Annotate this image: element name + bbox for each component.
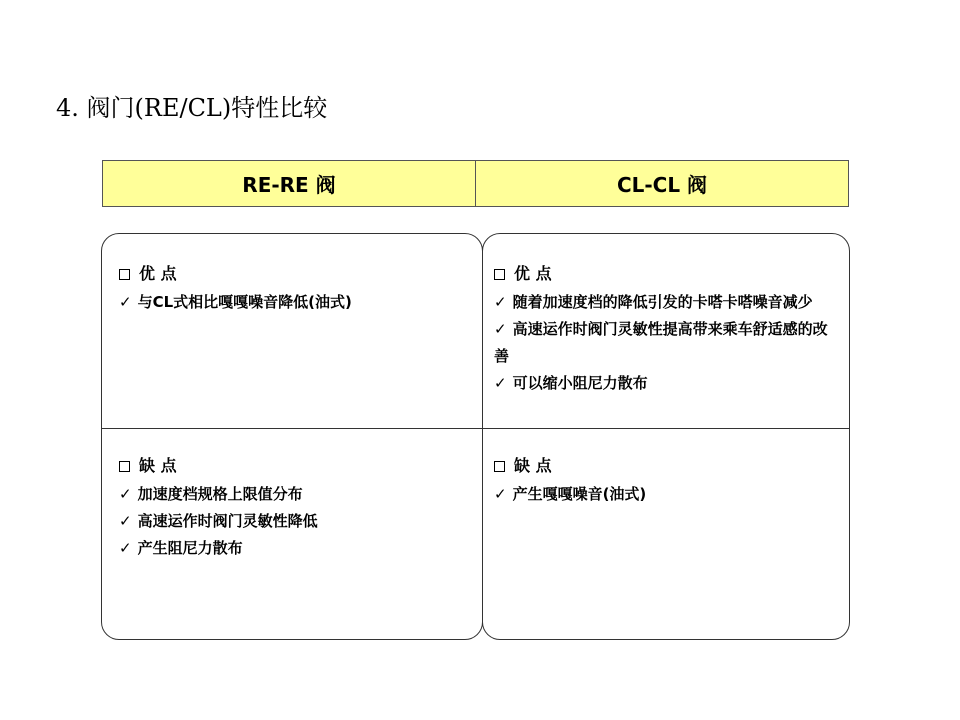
pros-cons-divider bbox=[101, 428, 850, 429]
list-item: ✓ 产生阻尼力散布 bbox=[119, 539, 243, 557]
re-re-pros bbox=[119, 260, 469, 316]
check-icon: ✓ bbox=[494, 374, 507, 392]
re-re-cons-heading bbox=[119, 452, 469, 479]
list-item: ✓ 高速运作时阀门灵敏性提高带来乘车舒适感的改善 bbox=[494, 320, 828, 365]
cl-cl-pros-heading-text: 优 点 bbox=[514, 264, 552, 283]
re-re-cons-heading-text: 缺 点 bbox=[139, 456, 177, 475]
re-re-cons bbox=[119, 452, 469, 562]
page-title: 4. 阀门(RE/CL)特性比较 bbox=[56, 94, 328, 122]
check-icon: ✓ bbox=[119, 485, 132, 503]
list-item: ✓ 与CL式相比嘎嘎噪音降低(油式) bbox=[119, 293, 352, 311]
check-icon: ✓ bbox=[494, 485, 507, 503]
check-icon: ✓ bbox=[494, 320, 507, 338]
checkbox-square-icon bbox=[494, 269, 505, 280]
re-re-pros-heading-text: 优 点 bbox=[139, 264, 177, 283]
header-cl-cl-valve: CL-CL 阀 bbox=[475, 161, 848, 206]
list-item: ✓ 可以缩小阻尼力散布 bbox=[494, 374, 648, 392]
checkbox-square-icon bbox=[119, 269, 130, 280]
cl-cl-pros-heading bbox=[494, 260, 839, 287]
cl-cl-pros bbox=[494, 260, 839, 397]
re-re-pros-heading bbox=[119, 260, 469, 287]
list-item: ✓ 产生嘎嘎噪音(油式) bbox=[494, 485, 647, 503]
header-re-re-valve: RE-RE 阀 bbox=[242, 173, 336, 197]
list-item: ✓ 高速运作时阀门灵敏性降低 bbox=[119, 512, 318, 530]
list-item: ✓ 加速度档规格上限值分布 bbox=[119, 485, 303, 503]
cl-cl-cons-heading bbox=[494, 452, 839, 479]
comparison-header bbox=[102, 160, 849, 207]
check-icon: ✓ bbox=[494, 293, 507, 311]
checkbox-square-icon bbox=[494, 461, 505, 472]
cl-cl-cons-heading-text: 缺 点 bbox=[514, 456, 552, 475]
checkbox-square-icon bbox=[119, 461, 130, 472]
check-icon: ✓ bbox=[119, 539, 132, 557]
check-icon: ✓ bbox=[119, 512, 132, 530]
cl-cl-cons bbox=[494, 452, 839, 508]
list-item: ✓ 随着加速度档的降低引发的卡嗒卡嗒噪音减少 bbox=[494, 293, 813, 311]
check-icon: ✓ bbox=[119, 293, 132, 311]
